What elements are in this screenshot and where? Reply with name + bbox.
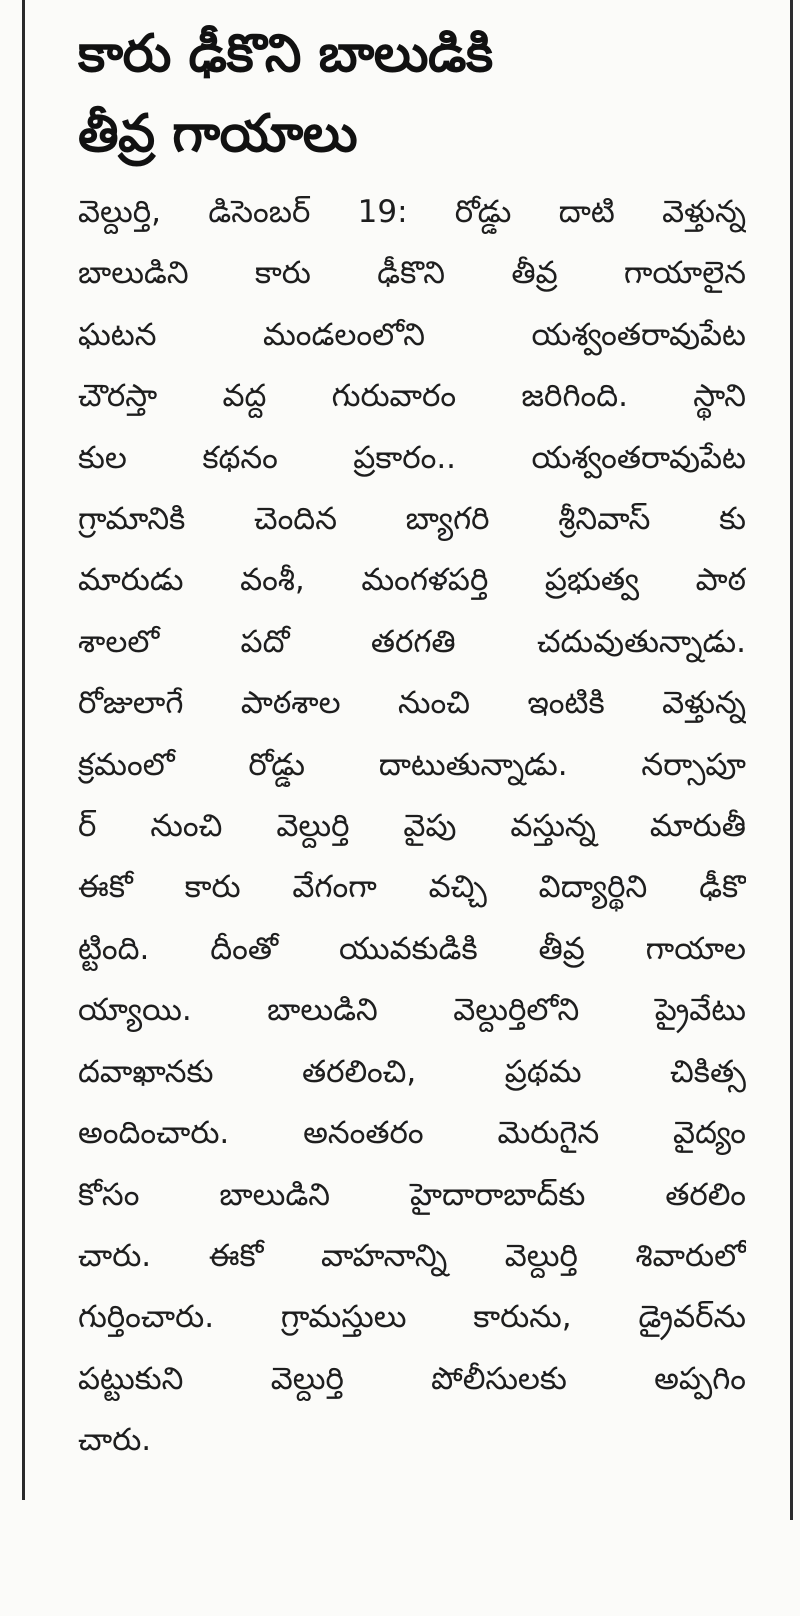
right-column-rule: [790, 0, 793, 1520]
body-line: గ్రామానికి చెందిన బ్యాగరి శ్రీనివాస్ కు: [78, 501, 746, 538]
body-line: పట్టుకుని వెల్దుర్తి పోలీసులకు అప్పగిం: [78, 1360, 746, 1397]
body-line: అందించారు. అనంతరం మెరుగైన వైద్యం: [78, 1115, 746, 1152]
body-line: చౌరస్తా వద్ద గురువారం జరిగింది. స్థాని: [78, 378, 746, 415]
body-line: చారు. ఈకో వాహనాన్ని వెల్దుర్తి శివారులో: [78, 1237, 746, 1274]
body-line: బాలుడిని కారు ఢీకొని తీవ్ర గాయాలైన: [78, 255, 746, 292]
body-line: ఘటన మండలంలోని యశ్వంతరావుపేట: [78, 316, 746, 353]
body-line: దవాఖానకు తరలించి, ప్రథమ చికిత్స: [78, 1053, 746, 1090]
body-line: ఈకో కారు వేగంగా వచ్చి విద్యార్థిని ఢీకొ: [78, 869, 746, 906]
headline-line: తీవ్ర గాయాలు: [78, 104, 358, 164]
news-article: [78, 14, 746, 1472]
body-line: గుర్తించారు. గ్రామస్తులు కారును, డ్రైవర్‌ను: [78, 1299, 746, 1336]
body-line: కోసం బాలుడిని హైదారాబాద్‌కు తరలిం: [78, 1176, 746, 1213]
body-line: మారుడు వంశీ, మంగళపర్తి ప్రభుత్వ పాఠ: [78, 562, 746, 599]
article-headline: [78, 14, 746, 174]
body-line: క్రమంలో రోడ్డు దాటుతున్నాడు. నర్సాపూ: [78, 746, 746, 783]
body-line: ర్ నుంచి వెల్దుర్తి వైపు వస్తున్న మారుతీ: [78, 808, 746, 845]
left-column-rule: [22, 0, 25, 1500]
body-line: శాలలో పదో తరగతి చదువుతున్నాడు.: [78, 623, 746, 660]
body-line: రోజులాగే పాఠశాల నుంచి ఇంటికి వెళ్తున్న: [78, 685, 746, 722]
body-line: కుల కథనం ప్రకారం.. యశ్వంతరావుపేట: [78, 439, 746, 476]
body-line: వెల్దుర్తి, డిసెంబర్ 19: రోడ్డు దాటి వెళ్తున్న: [78, 194, 746, 230]
body-line: ట్టింది. దీంతో యువకుడికి తీవ్ర గాయాల: [78, 930, 746, 967]
article-body: [78, 182, 746, 1472]
headline-line: కారు ఢీకొని బాలుడికి: [78, 24, 493, 84]
body-line: చారు.: [78, 1422, 152, 1459]
body-line: య్యాయి. బాలుడిని వెల్దుర్తిలోని ప్రైవేటు: [78, 992, 746, 1029]
